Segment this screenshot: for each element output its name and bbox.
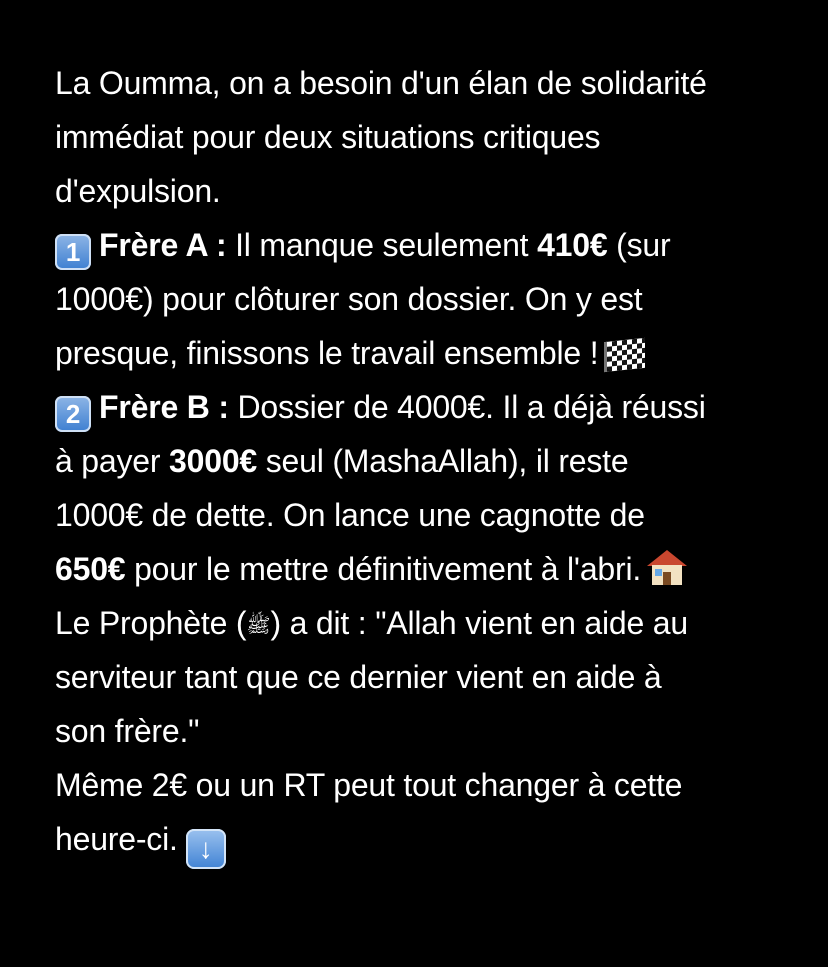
item-2-line-2-after: seul (MashaAllah), il reste bbox=[257, 443, 629, 479]
item-2-amount-goal: 650€ bbox=[55, 551, 126, 587]
hadith-before: Le Prophète ( bbox=[55, 605, 247, 641]
item-2-text: Dossier de 4000€. Il a déjà réussi bbox=[228, 389, 706, 425]
keycap-one-icon: 1 bbox=[55, 234, 91, 270]
item-1-line-2: 1000€) pour clôturer son dossier. On y est bbox=[55, 281, 643, 317]
intro-line-3: d'expulsion. bbox=[55, 173, 221, 209]
item-1-line-3-text: presque, finissons le travail ensemble ! bbox=[55, 335, 599, 371]
intro-line-1: La Oumma, on a besoin d'un élan de solidarité bbox=[55, 65, 707, 101]
item-1-amount: 410€ bbox=[537, 227, 608, 263]
item-1-line-1 bbox=[55, 218, 785, 272]
hadith-line-3: son frère." bbox=[55, 713, 200, 749]
item-1-text-after: (sur bbox=[607, 227, 671, 263]
item-1-label: Frère A : bbox=[99, 227, 227, 263]
item-2-line-4-after: pour le mettre définitivement à l'abri. bbox=[125, 551, 642, 587]
chequered-flag-icon bbox=[604, 338, 645, 372]
cta-line-2 bbox=[55, 812, 785, 866]
hadith-line-1 bbox=[55, 596, 785, 650]
post-text bbox=[55, 56, 785, 866]
intro-line-2: immédiat pour deux situations critiques bbox=[55, 119, 601, 155]
item-2-amount-paid: 3000€ bbox=[169, 443, 258, 479]
item-2-line-1 bbox=[55, 380, 785, 434]
house-icon bbox=[647, 550, 687, 586]
down-arrow-icon: ↓ bbox=[186, 829, 226, 869]
item-2-line-3: 1000€ de dette. On lance une cagnotte de bbox=[55, 497, 645, 533]
item-2-label: Frère B : bbox=[99, 389, 229, 425]
item-2-line-4 bbox=[55, 542, 785, 596]
item-1-text: Il manque seulement bbox=[226, 227, 538, 263]
hadith-line-2: serviteur tant que ce dernier vient en aide à bbox=[55, 659, 662, 695]
honorific-symbol: ﷺ bbox=[246, 615, 271, 637]
hadith-after: ) a dit : "Allah vient en aide au bbox=[270, 605, 688, 641]
item-1-line-3 bbox=[55, 326, 785, 380]
keycap-two-icon: 2 bbox=[55, 396, 91, 432]
item-2-line-2-before: à payer bbox=[55, 443, 170, 479]
item-2-line-2 bbox=[55, 434, 785, 488]
cta-line-1: Même 2€ ou un RT peut tout changer à cette bbox=[55, 767, 683, 803]
cta-line-2-text: heure-ci. bbox=[55, 821, 178, 857]
